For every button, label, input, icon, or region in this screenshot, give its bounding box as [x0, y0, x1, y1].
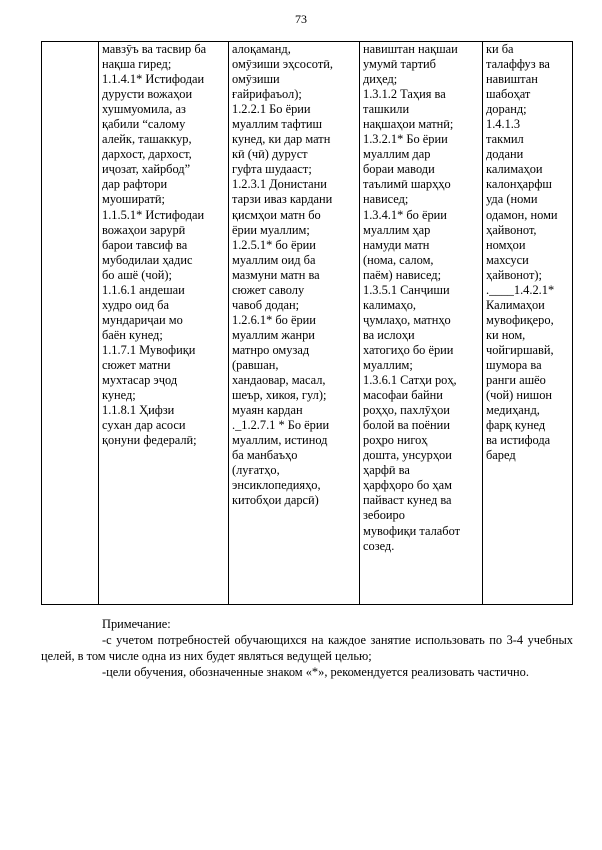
- table-cell-line: доранд;: [486, 102, 527, 117]
- table-cell-line: китобҳои дарсӣ): [232, 493, 319, 508]
- table-cell-line: ҳарфӣ ва: [363, 463, 410, 478]
- table-cell-line: ки ба: [486, 42, 514, 56]
- table-cell-line: умумӣ тартиб: [363, 57, 436, 72]
- table-cell-line: муаллим;: [363, 357, 413, 372]
- table-cell-line: 1.1.8.1 Ҳифзи: [102, 403, 175, 418]
- table-cell-line: муаллим дар: [363, 147, 431, 162]
- table-cell-line: паём) нависед;: [363, 267, 442, 282]
- table-cell-line: омӯзиши: [232, 72, 280, 87]
- table-cell-line: навиштан: [486, 72, 538, 87]
- table-cell-line: навиштан нақшаи: [363, 42, 458, 56]
- learning-objectives-table: [41, 41, 573, 605]
- table-cell-line: уда (номи: [486, 192, 538, 207]
- table-cell-line: нақша гиред;: [102, 57, 172, 72]
- table-cell-line: 1.1.7.1 Мувофиқи: [102, 342, 196, 357]
- table-cell-line: муаян кардан: [232, 403, 303, 418]
- table-cell-line: (чой) нишон: [486, 388, 553, 403]
- table-cell-line: қабили “салому: [102, 117, 186, 132]
- table-cell-line: сухан дар асоси: [102, 418, 186, 433]
- table-cell-objectives-1: [99, 42, 229, 605]
- table-cell-line: махсуси: [486, 252, 529, 267]
- table-cell-line: таълимӣ шарҳҳо: [363, 177, 451, 192]
- table-cell-line: роҳро нигоҳ: [363, 433, 428, 448]
- table-cell-line: муоширатӣ;: [102, 192, 165, 207]
- table-cell-line: тарзи иваз кардани: [232, 192, 333, 207]
- table-cell-line: ташкили: [363, 102, 410, 117]
- table-cell-line: кунед, ки дар матн: [232, 132, 331, 147]
- table-cell-line: калимаҳо,: [363, 297, 416, 312]
- table-cell-line: гуфта шудааст;: [232, 162, 312, 177]
- table-cell-line: муаллим, истинод: [232, 433, 328, 448]
- table-cell-line: кунед;: [102, 388, 136, 403]
- table-cell-line: сюжет матни: [102, 357, 171, 372]
- table-cell-line: бо ашё (чой);: [102, 267, 172, 282]
- table-cell-line: диҳед;: [363, 72, 398, 87]
- table-cell-line: номҳои: [486, 237, 526, 252]
- table-cell-line: 1.2.5.1* бо ёрии: [232, 237, 316, 252]
- table-cell-line: қисмҳои матн бо: [232, 207, 321, 222]
- table-cell-line: дурусти вожаҳои: [102, 87, 193, 102]
- table-cell-line: калимаҳои: [486, 162, 543, 177]
- table-cell-line: ._1.2.7.1 * Бо ёрии: [232, 418, 330, 433]
- table-cell-line: матнро омузад: [232, 342, 310, 357]
- table-cell-line: шабоҳат: [486, 87, 531, 102]
- table-cell-line: мувофиқи талабот: [363, 523, 461, 538]
- table-cell-line: масофаи байни: [363, 388, 443, 403]
- table-cell-line: созед.: [363, 538, 395, 553]
- table-cell-line: ҳайвонот,: [486, 222, 537, 237]
- table-cell-line: чойгиршавй,: [486, 342, 554, 357]
- table-cell-line: фарқ кунед: [486, 418, 546, 433]
- table-cell-line: пайваст кунед ва: [363, 493, 452, 508]
- table-cell-line: .____1.4.2.1*: [486, 282, 555, 297]
- table-cell-line: талаффуз ва: [486, 57, 550, 72]
- table-cell-line: хатогиҳо бо ёрии: [363, 342, 454, 357]
- table-cell-line: ҷумлаҳо, матнҳо: [363, 312, 451, 327]
- table-cell-line: мавзӯъ ва тасвир ба: [102, 42, 207, 56]
- table-cell-line: вожаҳои зарурӣ: [102, 222, 186, 237]
- table-cell-line: зебоиро: [363, 508, 405, 523]
- table-cell-line: калонҳарфш: [486, 177, 552, 192]
- table-cell-line: ғайрифаъол);: [232, 87, 302, 102]
- table-cell-line: Калимаҳои: [486, 297, 545, 312]
- table-cell-line: алейк, ташаккур,: [102, 132, 192, 147]
- table-cell-line: мухтасар эҷод: [102, 373, 178, 388]
- table-cell-line: муаллим тафтиш: [232, 117, 323, 132]
- table-cell-line: мундариҷаи мо: [102, 312, 183, 327]
- table-cell-line: 1.3.2.1* Бо ёрии: [363, 132, 448, 147]
- table-cell-line: чавоб додан;: [232, 297, 300, 312]
- table-row: [42, 42, 573, 605]
- table-cell-line: ки ном,: [486, 327, 526, 342]
- table-cell-line: 1.3.6.1 Сатҳи роҳ,: [363, 373, 457, 388]
- table-cell-line: шумора ва: [486, 357, 542, 372]
- table-cell-line: худро оид ба: [102, 297, 169, 312]
- table-cell-line: муаллим жанри: [232, 327, 315, 342]
- table-cell-line: 1.3.1.2 Таҳия ва: [363, 87, 446, 102]
- note-item: -с учетом потребностей обучающихся на каждое занятие использовать по 3-4 учебных целей, в том числе одна из них будет являться ведущей целью;: [41, 633, 573, 663]
- table-cell-line: одамон, номи: [486, 207, 558, 222]
- table-cell-line: намуди матн: [363, 237, 430, 252]
- table-cell-line: қонуни федералӣ;: [102, 433, 197, 448]
- table-cell-objectives-2: [229, 42, 360, 605]
- table-cell-line: ба манбаъҳо: [232, 448, 298, 463]
- table-cell-line: хандаовар, масал,: [232, 373, 326, 388]
- table-cell-line: ва ислоҳи: [363, 327, 415, 342]
- table-cell-line: 1.3.5.1 Санҷиши: [363, 282, 450, 297]
- page-number: 73: [295, 12, 307, 26]
- table-cell-line: такмил: [486, 132, 524, 147]
- table-cell-line: кӣ (чӣ) дуруст: [232, 147, 308, 162]
- table-cell-line: шеър, хикоя, гул);: [232, 388, 327, 403]
- table-cell-line: ва истифода: [486, 433, 551, 448]
- table-cell-line: (луғатҳо,: [232, 463, 280, 478]
- table-cell-line: барои тавсиф ва: [102, 237, 188, 252]
- table-cell-line: баред: [486, 448, 516, 463]
- table-cell-line: 1.2.2.1 Бо ёрии: [232, 102, 311, 117]
- table-cell-line: муаллим оид ба: [232, 252, 316, 267]
- table-cell-line: бораи маводи: [363, 162, 435, 177]
- note-item: -цели обучения, обозначенные знаком «*», рекомендуется реализовать частично.: [102, 665, 529, 679]
- table-cell-line: энсиклопедияҳо,: [232, 478, 321, 493]
- table-cell-line: 1.1.5.1* Истифодаи: [102, 207, 205, 222]
- table-cell-line: хушмуомила, аз: [102, 102, 186, 117]
- table-cell-line: сюжет саволу: [232, 282, 305, 297]
- table-cell-line: иҷозат, хайрбод”: [102, 162, 191, 177]
- table-cell-line: 1.1.6.1 андешаи: [102, 282, 185, 297]
- table-cell-line: 1.3.4.1* бо ёрии: [363, 207, 447, 222]
- table-cell-line: мубодилаи ҳадис: [102, 252, 193, 267]
- table-cell-line: мазмуни матн ва: [232, 267, 320, 282]
- table-cell-line: ҳарфҳоро бо ҳам: [363, 478, 452, 493]
- table-cell-line: медиҳанд,: [486, 403, 540, 418]
- table-cell-line: болой ва поёнии: [363, 418, 450, 433]
- table-cell-line: муаллим ҳар: [363, 222, 431, 237]
- table-cell-line: дошта, унсурҳои: [363, 448, 452, 463]
- table-cell-line: дархост, дархост,: [102, 147, 192, 162]
- table-cell-line: алоқаманд,: [232, 42, 291, 56]
- table-cell-objectives-3: [360, 42, 483, 605]
- table-cell-line: 1.2.6.1* бо ёрии: [232, 312, 316, 327]
- table-cell-line: нависед;: [363, 192, 409, 207]
- table-cell-line: ҳайвонот);: [486, 267, 542, 282]
- table-cell-line: омӯзиши эҳсосотӣ,: [232, 57, 333, 72]
- table-cell-line: роҳҳо, пахлӯҳои: [363, 403, 450, 418]
- table-cell-line: баён кунед;: [102, 327, 163, 342]
- table-cell-line: додани: [486, 147, 524, 162]
- table-cell-line: (нома, салом,: [363, 252, 434, 267]
- table-cell-line: (равшан,: [232, 357, 279, 372]
- table-cell-line: дар рафтори: [102, 177, 168, 192]
- table-cell-objectives-4: [483, 42, 573, 605]
- table-cell-empty: [42, 42, 99, 605]
- table-cell-line: ранги ашёо: [486, 373, 546, 388]
- table-cell-line: мувофиқеро,: [486, 312, 554, 327]
- table-cell-line: ёрии муаллим;: [232, 222, 310, 237]
- table-cell-line: нақшаҳои матнӣ;: [363, 117, 454, 132]
- table-cell-line: 1.2.3.1 Донистани: [232, 177, 327, 192]
- table-cell-line: 1.4.1.3: [486, 117, 521, 132]
- note-title: Примечание:: [102, 617, 171, 631]
- table-cell-line: 1.1.4.1* Истифодаи: [102, 72, 205, 87]
